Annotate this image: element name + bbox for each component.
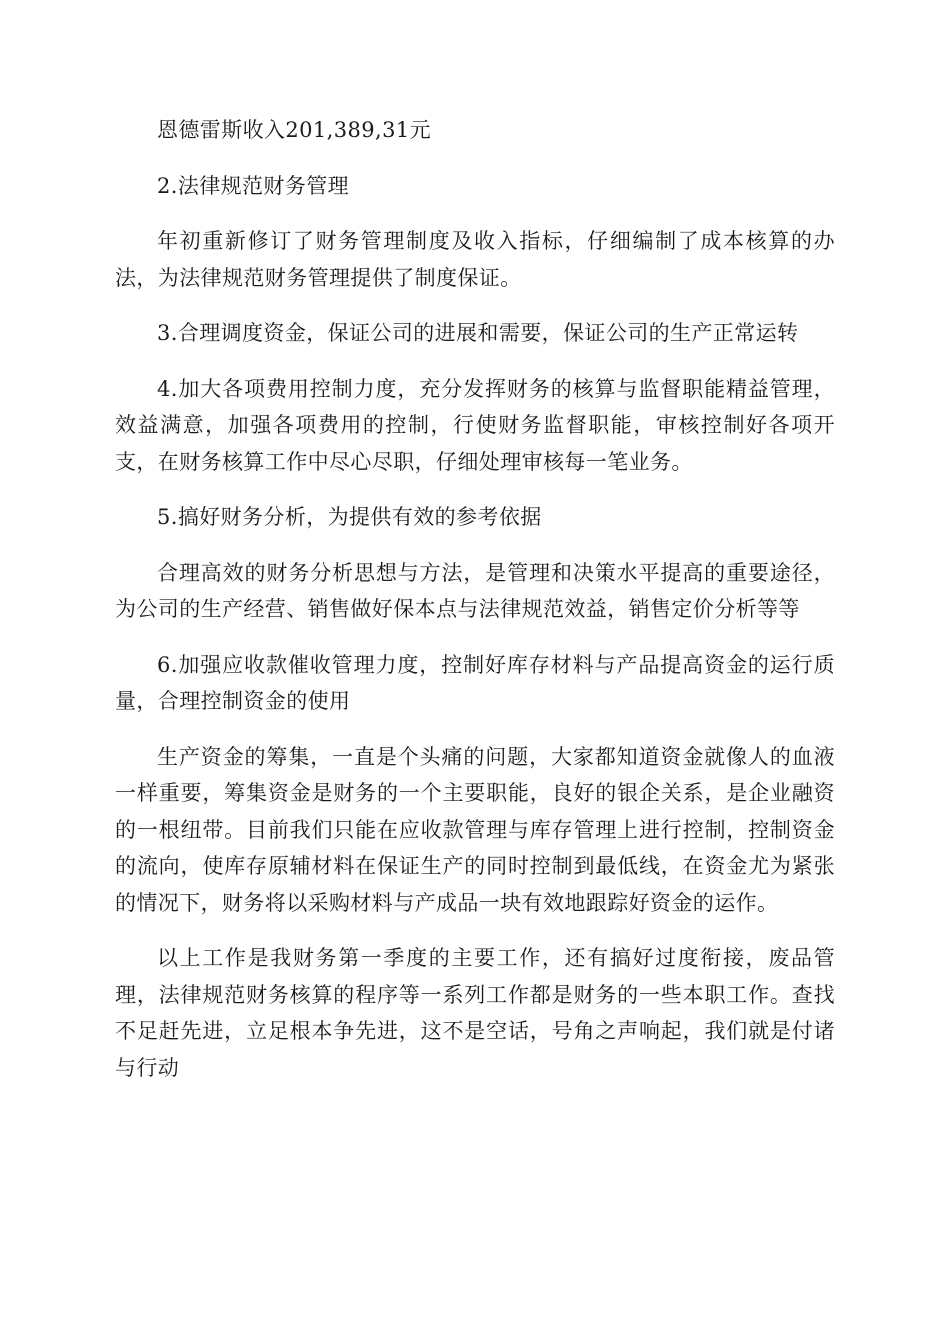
heading-item-3: 3.合理调度资金，保证公司的进展和需要，保证公司的生产正常运转 <box>157 321 799 345</box>
paragraph-revenue: 恩德雷斯收入201,389,31元 <box>157 118 432 142</box>
heading-item-2: 2.法律规范财务管理 <box>157 173 350 198</box>
paragraph-item-5: 合理高效的财务分析思想与方法，是管理和决策水平提高的重要途径，为公司的生产经营、销售做好保本点与法律规范效益，销售定价分析等等 <box>115 560 835 621</box>
paragraph-item-6: 生产资金的筹集，一直是个头痛的问题，大家都知道资金就像人的血液一样重要，筹集资金是财务的一个主要职能，良好的银企关系，是企业融资的一根纽带。目前我们只能在应收款管理与库存管理上进行控制，控制资金的流向，使库存原辅材料在保证生产的同时控制到最低线，在资金尤为紧张的情况下，财务将以采购材料与产成品一块有效地跟踪好资金的运作。 <box>115 744 835 915</box>
paragraph-item-2: 年初重新修订了财务管理制度及收入指标，仔细编制了成本核算的办法，为法律规范财务管理提供了制度保证。 <box>115 229 835 290</box>
document-body <box>115 112 835 1105</box>
paragraph-summary: 以上工作是我财务第一季度的主要工作，还有搞好过度衔接，废品管理，法律规范财务核算的程序等一系列工作都是财务的一些本职工作。查找不足赶先进，立足根本争先进，这不是空话，号角之声响起，我们就是付诸与行动 <box>115 946 835 1080</box>
heading-item-6: 6.加强应收款催收管理力度，控制好库存材料与产品提高资金的运行质量，合理控制资金的使用 <box>115 652 835 713</box>
heading-item-5: 5.搞好财务分析，为提供有效的参考依据 <box>157 505 542 529</box>
heading-item-4: 4.加大各项费用控制力度，充分发挥财务的核算与监督职能精益管理，效益满意，加强各项费用的控制，行使财务监督职能，审核控制好各项开支，在财务核算工作中尽心尽职，仔细处理审核每一笔业务。 <box>115 376 835 474</box>
